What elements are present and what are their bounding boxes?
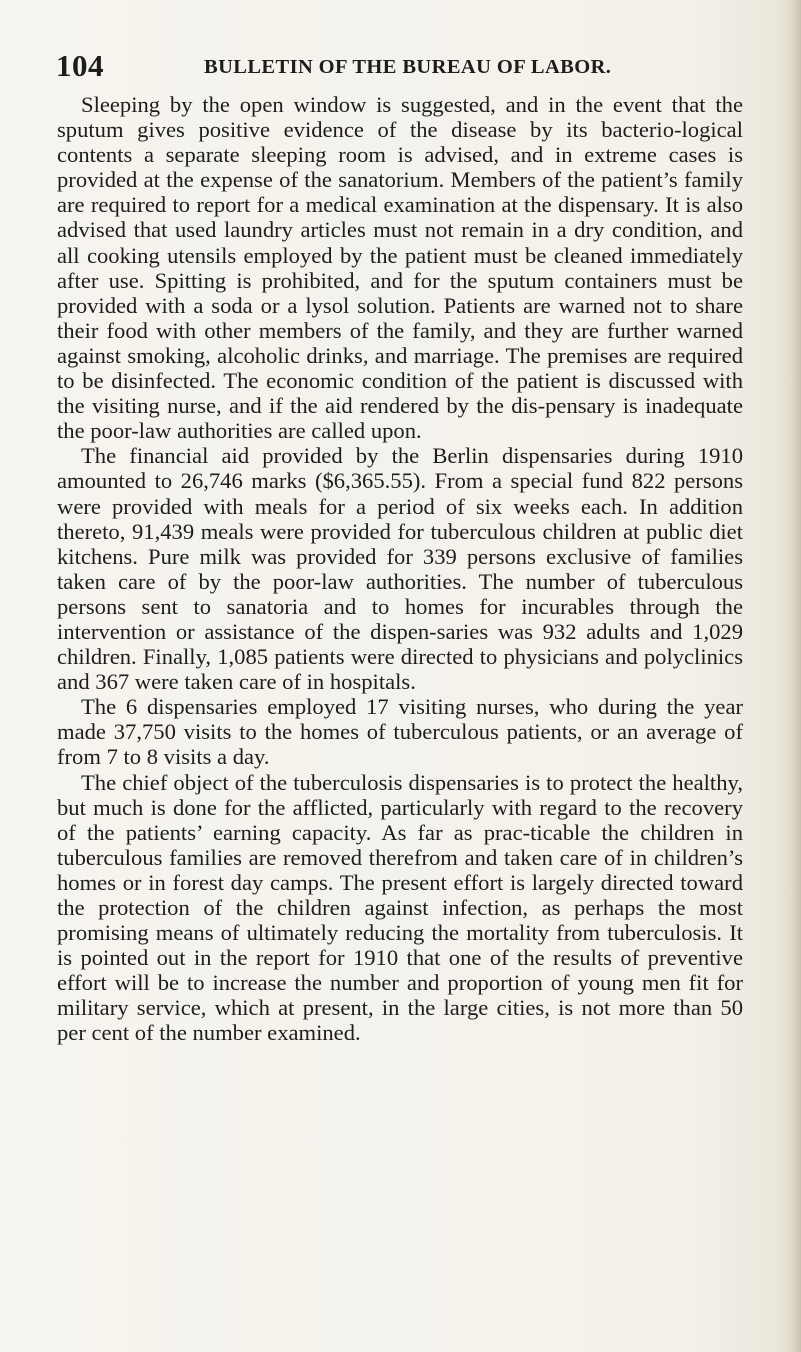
- paragraph-financial-aid: The financial aid provided by the Berlin dispensaries during 1910 amounted to 26,746 marks ($6,365.55). From a special fund 822 persons were provided with meals for a period of six weeks each. In addition thereto, 91,439 meals were provided for tuberculous children at public diet kitchens. Pure milk was provided for 339 persons exclusive of families taken care of by the poor-law authorities. The number of tuberculous persons sent to sanatoria and to homes for incurables through the intervention or assistance of the dispen-saries was 932 adults and 1,029 children. Finally, 1,085 patients were directed to physicians and polyclinics and 367 were taken care of in hospitals.: [57, 443, 743, 695]
- paragraph-patient-instructions: Sleeping by the open window is suggested, and in the event that the sputum gives positive evidence of the disease by its bacterio-logical contents a separate sleeping room is advised, and in extreme cases is provided at the expense of the sanatorium. Members of the patient’s family are required to report for a medical examination at the dispensary. It is also advised that used laundry articles must not remain in a dry condition, and all cooking utensils employed by the patient must be cleaned immediately after use. Spitting is prohibited, and for the sputum containers must be provided with a soda or a lysol solution. Patients are warned not to share their food with other members of the family, and they are further warned against smoking, alcoholic drinks, and marriage. The premises are required to be disinfected. The economic condition of the patient is discussed with the visiting nurse, and if the aid rendered by the dis-pensary is inadequate the poor-law authorities are called upon.: [57, 92, 743, 444]
- page-edge-shadow: [791, 0, 801, 1352]
- paragraph-visiting-nurses: The 6 dispensaries employed 17 visiting nurses, who during the year made 37,750 visits to the homes of tuberculous patients, or an average of from 7 to 8 visits a day.: [57, 694, 743, 770]
- running-head: [56, 46, 746, 86]
- page-number: 104: [56, 48, 104, 83]
- running-title: BULLETIN OF THE BUREAU OF LABOR.: [204, 56, 612, 78]
- body-text: [57, 92, 743, 1046]
- paragraph-chief-object: The chief object of the tuberculosis dispensaries is to protect the healthy, but much is done for the afflicted, particularly with regard to the recovery of the patients’ earning capacity. As far as prac-ticable the children in tuberculous families are removed therefrom and taken care of in children’s homes or in forest day camps. The present effort is largely directed toward the protection of the children against infection, as perhaps the most promising means of ultimately reducing the mortality from tuberculosis. It is pointed out in the report for 1910 that one of the results of preventive effort will be to increase the number and proportion of young men fit for military service, which at present, in the large cities, is not more than 50 per cent of the number examined.: [57, 769, 743, 1046]
